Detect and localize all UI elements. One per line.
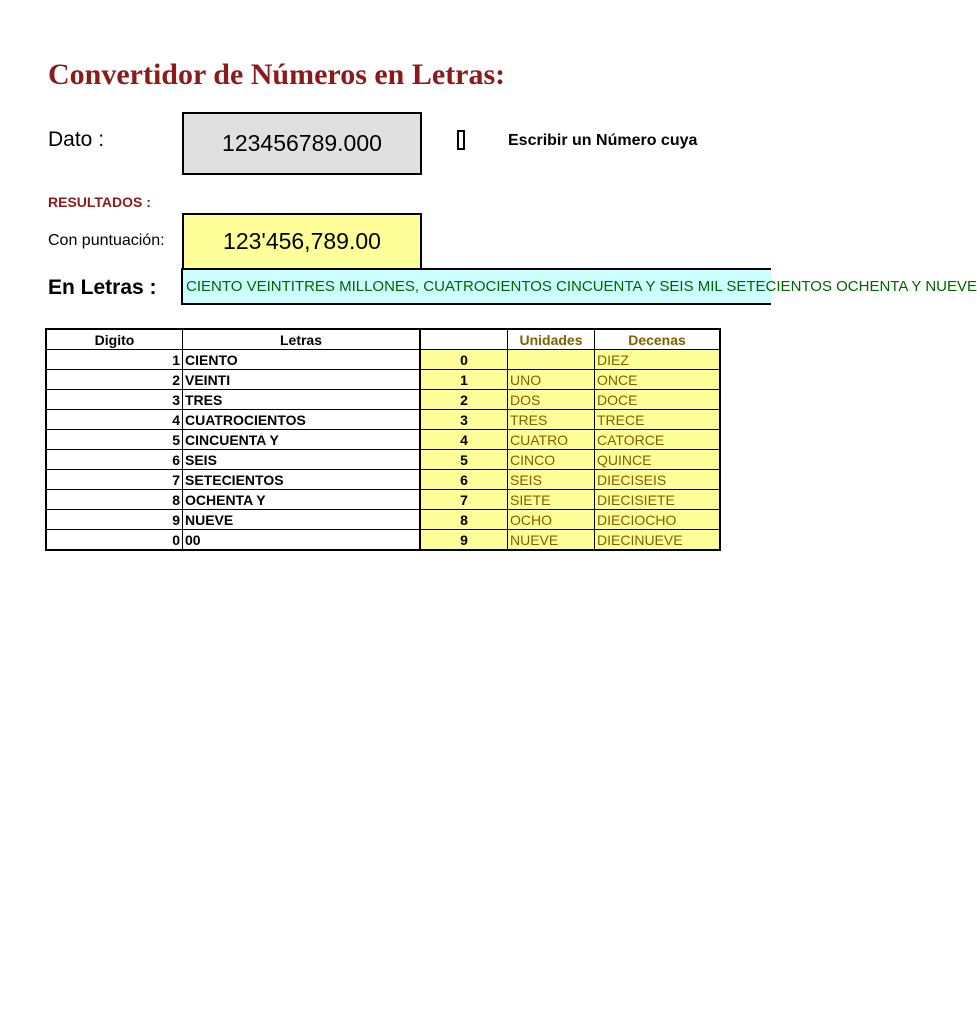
in-words-value-cell[interactable]: CIENTO VEINTITRES MILLONES, CUATROCIENTOS CINCUENTA Y SEIS MIL SETECIENTOS OCHENTA Y NUEVE — [181, 268, 771, 305]
cell-unidades[interactable]: SEIS — [508, 470, 595, 490]
table-row — [46, 470, 720, 490]
cell-unidades[interactable]: SIETE — [508, 490, 595, 510]
cell-index[interactable]: 4 — [420, 430, 508, 450]
cell-decenas[interactable]: DIECISEIS — [595, 470, 721, 490]
header-unidades[interactable]: Unidades — [508, 329, 595, 350]
header-decenas[interactable]: Decenas — [595, 329, 721, 350]
cell-letras[interactable]: NUEVE — [183, 510, 421, 530]
cell-decenas[interactable]: DOCE — [595, 390, 721, 410]
cell-digito[interactable]: 3 — [46, 390, 183, 410]
cell-digito[interactable]: 1 — [46, 350, 183, 370]
cell-unidades[interactable] — [508, 350, 595, 370]
cell-index[interactable]: 6 — [420, 470, 508, 490]
table-row — [46, 450, 720, 470]
cell-index[interactable]: 1 — [420, 370, 508, 390]
cell-unidades[interactable]: CUATRO — [508, 430, 595, 450]
table-row — [46, 530, 720, 551]
punctuated-label: Con puntuación: — [48, 232, 165, 249]
cell-digito[interactable]: 8 — [46, 490, 183, 510]
cell-letras[interactable]: TRES — [183, 390, 421, 410]
cell-index[interactable]: 7 — [420, 490, 508, 510]
cell-decenas[interactable]: ONCE — [595, 370, 721, 390]
cell-digito[interactable]: 7 — [46, 470, 183, 490]
cell-digito[interactable]: 9 — [46, 510, 183, 530]
cell-letras[interactable]: 00 — [183, 530, 421, 551]
cell-decenas[interactable]: DIECISIETE — [595, 490, 721, 510]
cell-decenas[interactable]: CATORCE — [595, 430, 721, 450]
cell-index[interactable]: 9 — [420, 530, 508, 551]
missing-glyph-icon — [457, 130, 465, 150]
dato-label: Dato : — [48, 128, 105, 151]
table-row — [46, 390, 720, 410]
cell-unidades[interactable]: DOS — [508, 390, 595, 410]
cell-unidades[interactable]: CINCO — [508, 450, 595, 470]
cell-letras[interactable]: VEINTI — [183, 370, 421, 390]
cell-unidades[interactable]: TRES — [508, 410, 595, 430]
cell-digito[interactable]: 5 — [46, 430, 183, 450]
cell-letras[interactable]: CIENTO — [183, 350, 421, 370]
in-words-label: En Letras : — [48, 276, 157, 299]
cell-letras[interactable]: CUATROCIENTOS — [183, 410, 421, 430]
page-title: Convertidor de Números en Letras: — [48, 58, 506, 91]
table-row — [46, 370, 720, 390]
cell-index[interactable]: 0 — [420, 350, 508, 370]
table-body — [46, 350, 720, 551]
cell-unidades[interactable]: UNO — [508, 370, 595, 390]
table-row — [46, 510, 720, 530]
cell-index[interactable]: 3 — [420, 410, 508, 430]
cell-digito[interactable]: 2 — [46, 370, 183, 390]
header-index[interactable] — [420, 329, 508, 350]
cell-decenas[interactable]: TRECE — [595, 410, 721, 430]
table-row — [46, 350, 720, 370]
punctuated-value-cell[interactable]: 123'456,789.00 — [182, 213, 422, 270]
results-label: RESULTADOS : — [48, 194, 151, 210]
cell-unidades[interactable]: NUEVE — [508, 530, 595, 551]
table-row — [46, 410, 720, 430]
lookup-table — [45, 328, 721, 551]
cell-letras[interactable]: SETECIENTOS — [183, 470, 421, 490]
cell-index[interactable]: 2 — [420, 390, 508, 410]
header-letras[interactable]: Letras — [183, 329, 421, 350]
cell-unidades[interactable]: OCHO — [508, 510, 595, 530]
cell-index[interactable]: 5 — [420, 450, 508, 470]
table-row — [46, 430, 720, 450]
table-header-row — [46, 329, 720, 350]
cell-letras[interactable]: SEIS — [183, 450, 421, 470]
cell-decenas[interactable]: DIECINUEVE — [595, 530, 721, 551]
cell-decenas[interactable]: DIECIOCHO — [595, 510, 721, 530]
dato-input-cell[interactable]: 123456789.000 — [182, 112, 422, 175]
cell-index[interactable]: 8 — [420, 510, 508, 530]
cell-letras[interactable]: CINCUENTA Y — [183, 430, 421, 450]
dato-hint: Escribir un Número cuya — [508, 132, 698, 149]
table-row — [46, 490, 720, 510]
cell-decenas[interactable]: QUINCE — [595, 450, 721, 470]
header-digito[interactable]: Digito — [46, 329, 183, 350]
cell-digito[interactable]: 6 — [46, 450, 183, 470]
cell-digito[interactable]: 4 — [46, 410, 183, 430]
cell-digito[interactable]: 0 — [46, 530, 183, 551]
cell-decenas[interactable]: DIEZ — [595, 350, 721, 370]
cell-letras[interactable]: OCHENTA Y — [183, 490, 421, 510]
